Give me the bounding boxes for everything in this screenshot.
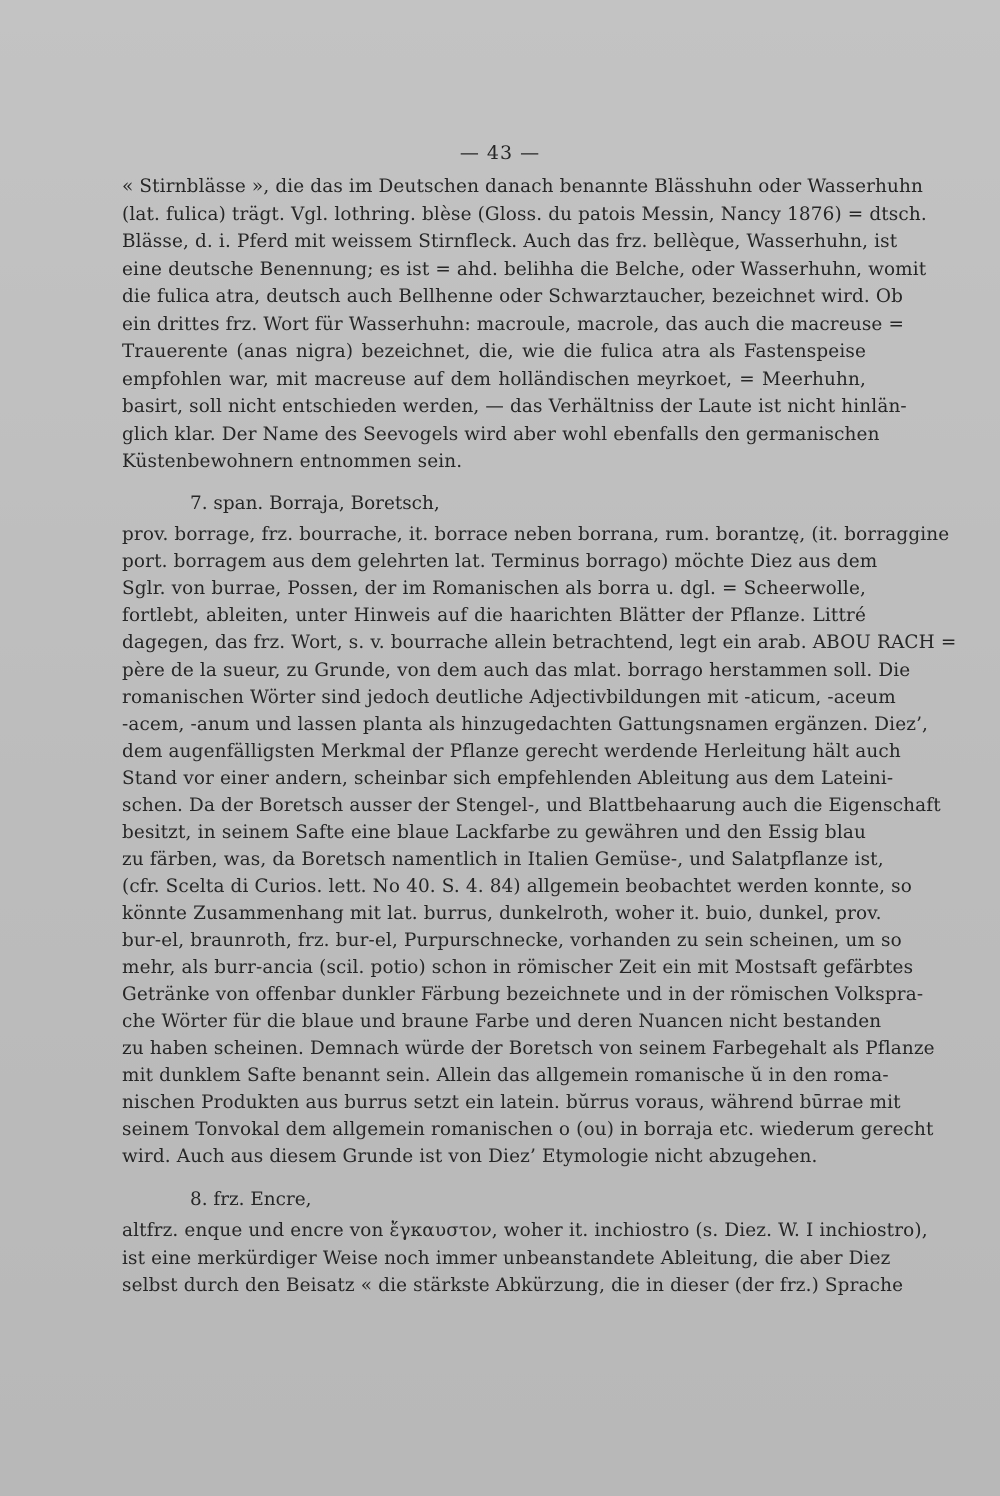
text-line: basirt, soll nicht entschieden werden, — das Verhältniss der Laute ist nicht hinlän- [122,396,907,417]
text-line: schen. Da der Boretsch ausser der Stengel-, und Blattbehaarung auch die Eigenschaft [122,795,941,816]
text-line: Küstenbewohnern entnommen sein. [122,451,463,472]
text-line: eine deutsche Benennung; es ist = ahd. belihha die Belche, oder Wasserhuhn, womit [122,259,927,280]
text-line: Stand vor einer andern, scheinbar sich empfehlenden Ableitung aus dem Lateini- [122,768,894,789]
text-line: ist eine merkürdiger Weise noch immer unbeanstandete Ableitung, die aber Diez [122,1248,891,1269]
text-line: mehr, als burr-ancia (scil. potio) schon in römischer Zeit ein mit Mostsaft gefärbtes [122,957,914,978]
text-line: ein drittes frz. Wort für Wasserhuhn: macroule, macrole, das auch die macreuse = [122,314,904,335]
text-line: die fulica atra, deutsch auch Bellhenne oder Schwarztaucher, bezeichnet wird. Ob [122,286,904,307]
text-line: dagegen, das frz. Wort, s. v. bourrache allein betrachtend, legt ein arab. ABOU RACH = [122,632,957,653]
text-line: che Wörter für die blaue und braune Farbe und deren Nuancen nicht bestanden [122,1011,882,1032]
text-line: romanischen Wörter sind jedoch deutliche Adjectivbildungen mit -aticum, -aceum [122,687,896,708]
text-line: dem augenfälligsten Merkmal der Pflanze gerecht werdende Herleitung hält auch [122,741,901,762]
text-line: « Stirnblässe », die das im Deutschen danach benannte Blässhuhn oder Wasserhuhn [122,176,924,197]
text-line: altfrz. enque und encre von ἔγκαυστον, woher it. inchiostro (s. Diez. W. I inchiostro), [122,1220,928,1241]
text-line: zu färben, was, da Boretsch namentlich in Italien Gemüse-, und Salatpflanze ist, [122,849,884,870]
text-line: -acem, -anum und lassen planta als hinzugedachten Gattungsnamen ergänzen. Diez’, [122,714,929,735]
text-line: empfohlen war, mit macreuse auf dem holländischen meyrkoet, = Meerhuhn, [122,369,866,390]
text-line: Trauerente (anas nigra) bezeichnet, die, wie die fulica atra als Fastenspeise [122,341,866,362]
text-line: Sglr. von burrae, Possen, der im Romanischen als borra u. dgl. = Scheerwolle, [122,578,866,599]
text-line: besitzt, in seinem Safte eine blaue Lackfarbe zu gewähren und den Essig blau [122,822,866,843]
text-line: port. borragem aus dem gelehrten lat. Terminus borrago) möchte Diez aus dem [122,551,878,572]
text-line: Blässe, d. i. Pferd mit weissem Stirnfleck. Auch das frz. bellèque, Wasserhuhn, ist [122,231,898,252]
text-line: wird. Auch aus diesem Grunde ist von Diez’ Etymologie nicht abzugehen. [122,1146,818,1167]
text-line: (lat. fulica) trägt. Vgl. lothring. blèse (Gloss. du patois Messin, Nancy 1876) = dtsch. [122,204,927,225]
text-line: prov. borrage, frz. bourrache, it. borrace neben borrana, rum. borantzę, (it. borraggine [122,524,950,545]
text-line: könnte Zusammenhang mit lat. burrus, dunkelroth, woher it. buio, dunkel, prov. [122,903,882,924]
section-8-heading: 8. frz. Encre, [190,1189,312,1210]
text-line: seinem Tonvokal dem allgemein romanischen o (ou) in borraja etc. wiederum gerecht [122,1119,934,1140]
text-line: père de la sueur, zu Grunde, von dem auch das mlat. borrago herstammen soll. Die [122,660,911,681]
text-line: selbst durch den Beisatz « die stärkste Abkürzung, die in dieser (der frz.) Sprache [122,1275,904,1296]
text-line: Getränke von offenbar dunkler Färbung bezeichnete und in der römischen Volkspra- [122,984,924,1005]
text-line: glich klar. Der Name des Seevogels wird aber wohl ebenfalls den germanischen [122,424,880,445]
text-line: zu haben scheinen. Demnach würde der Boretsch von seinem Farbegehalt als Pflanze [122,1038,935,1059]
text-line: (cfr. Scelta di Curios. lett. No 40. S. 4. 84) allgemein beobachtet werden konnte, so [122,876,912,897]
text-line: mit dunklem Safte benannt sein. Allein das allgemein romanische ŭ in den roma- [122,1065,889,1086]
page-number: — 43 — [459,142,541,164]
text-line: bur-el, braunroth, frz. bur-el, Purpurschnecke, vorhanden zu sein scheinen, um so [122,930,902,951]
text-line: fortlebt, ableiten, unter Hinweis auf die haarichten Blätter der Pflanze. Littré [122,605,866,626]
text-line: nischen Produkten aus burrus setzt ein latein. bŭrrus voraus, während būrrae mit [122,1092,901,1113]
section-7-heading: 7. span. Borraja, Boretsch, [190,493,440,514]
